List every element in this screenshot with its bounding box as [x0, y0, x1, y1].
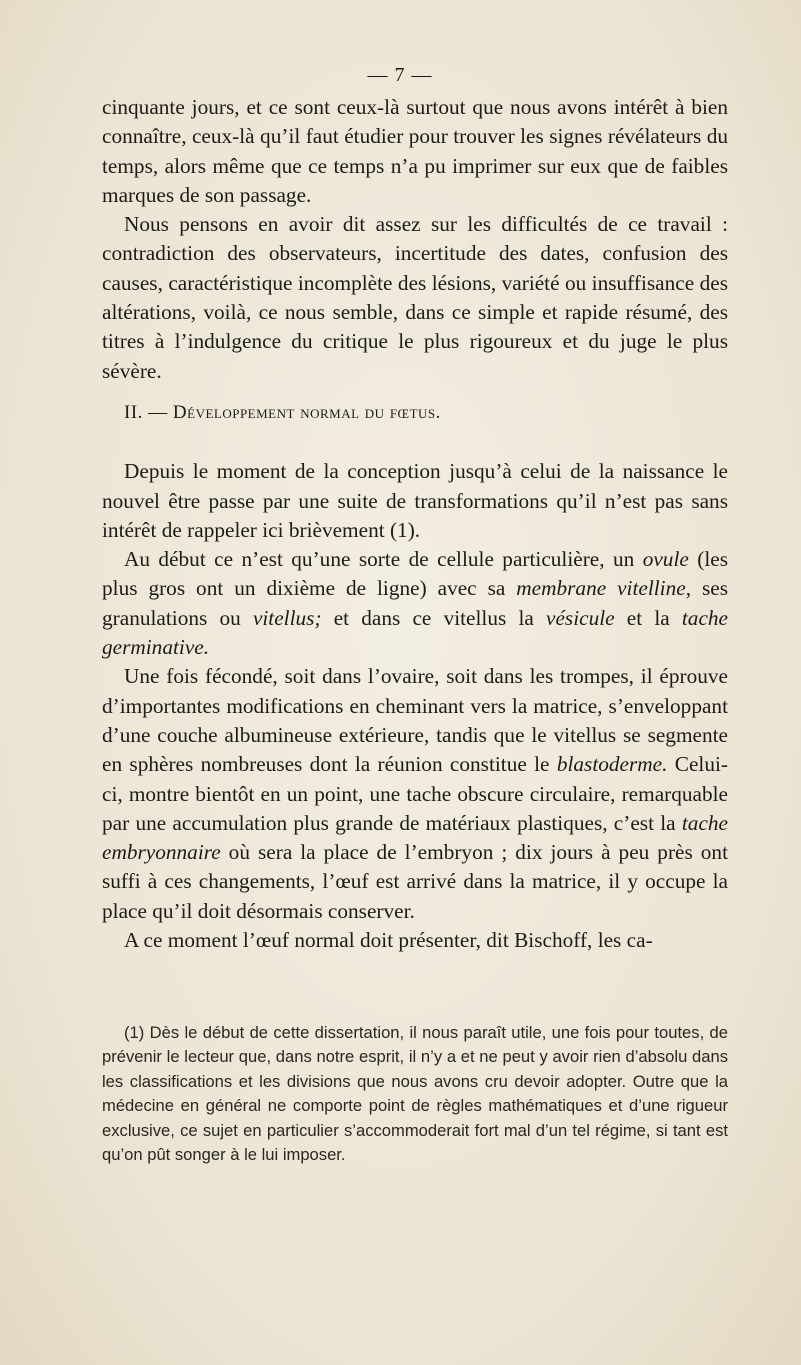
paragraph-ovule: Au début ce n’est qu’une sorte de cellule particulière, un ovule (les plus gros ont un dixième de ligne) avec sa membrane vitelline, ses granulations ou vitellus; et dans ce vitellus la vésicule et la tache germinative. [102, 547, 728, 660]
paragraph-fecondation: Une fois fécondé, soit dans l’ovaire, soit dans les trompes, il éprouve d’importantes modifications en cheminant vers la matrice, s’enveloppant d’une couche albumineuse extérieure, tandis que le vitellus se segmente en sphères nombreuses dont la réunion constitue le blastoderme. Celui-ci, montre bientôt en un point, une tache obscure circulaire, remarquable par une accumulation plus grande de matériaux plastiques, c’est la tache embryonnaire où sera la place de l’embryon ; dix jours à peu près ont suffi à ces changements, l’œuf est arrivé dans la matrice, il y occupe la place qu’il doit désormais conserver. [102, 664, 729, 923]
section-heading [102, 398, 728, 427]
term-vitellus: vitellus; [252, 605, 322, 630]
paragraph-difficulties: Nous pensons en avoir dit assez sur les difficultés de ce travail : contradiction des observateurs, incertitude des dates, confusion des causes, caractéristique incomplète des lésions, variété ou insuffisance des altérations, voilà, ce nous semble, dans ce simple et rapide résumé, des titres à l’indulgence du critique le plus rigoureux et du juge le plus sévère. [102, 212, 728, 383]
section-title: Développement normal du fœtus. [172, 401, 441, 423]
section-number: II. — [124, 401, 168, 423]
term-tache-embryonnaire: tache embryonnaire [102, 810, 728, 865]
term-vesicule: vésicule [546, 605, 615, 630]
footnote [102, 1021, 728, 1167]
paragraph-continuation: cinquante jours, et ce sont ceux-là surtout que nous avons intérêt à bien connaître, ceux-là qu’il faut étudier pour trouver les signes révélateurs du temps, alors même que ce temps n’a pu imprimer sur eux que de faibles marques de son passage. [102, 95, 728, 207]
term-ovule: ovule [642, 547, 689, 572]
paragraph-conception: Depuis le moment de la conception jusqu’à celui de la naissance le nouvel être passe par une suite de transformations qu’il n’est pas sans intérêt de rappeler ici brièvement (1). [102, 459, 728, 542]
main-text [102, 93, 728, 955]
term-tache-germinative: tache germinative. [102, 605, 728, 660]
term-membrane-vitelline: membrane vitelline [516, 576, 686, 601]
term-blastoderme: blastoderme. [556, 752, 668, 777]
paragraph-bischoff: A ce moment l’œuf normal doit présenter, dit Bischoff, les ca- [124, 928, 653, 953]
footnote-text: (1) Dès le début de cette dissertation, il nous paraît utile, une fois pour toutes, de prévenir le lecteur que, dans notre esprit, il n’y a et ne peut y avoir rien d’absolu dans les classifications et les divisions que nous avons cru devoir adopter. Outre que la médecine en général ne comporte point de règles mathématiques et d’une rigueur exclusive, ce sujet en particulier s’accommoderait fort mal d’un tel régime, si tant est qu’on pût songer à le lui imposer. [102, 1023, 728, 1165]
page-number: — 7 — [367, 64, 433, 86]
